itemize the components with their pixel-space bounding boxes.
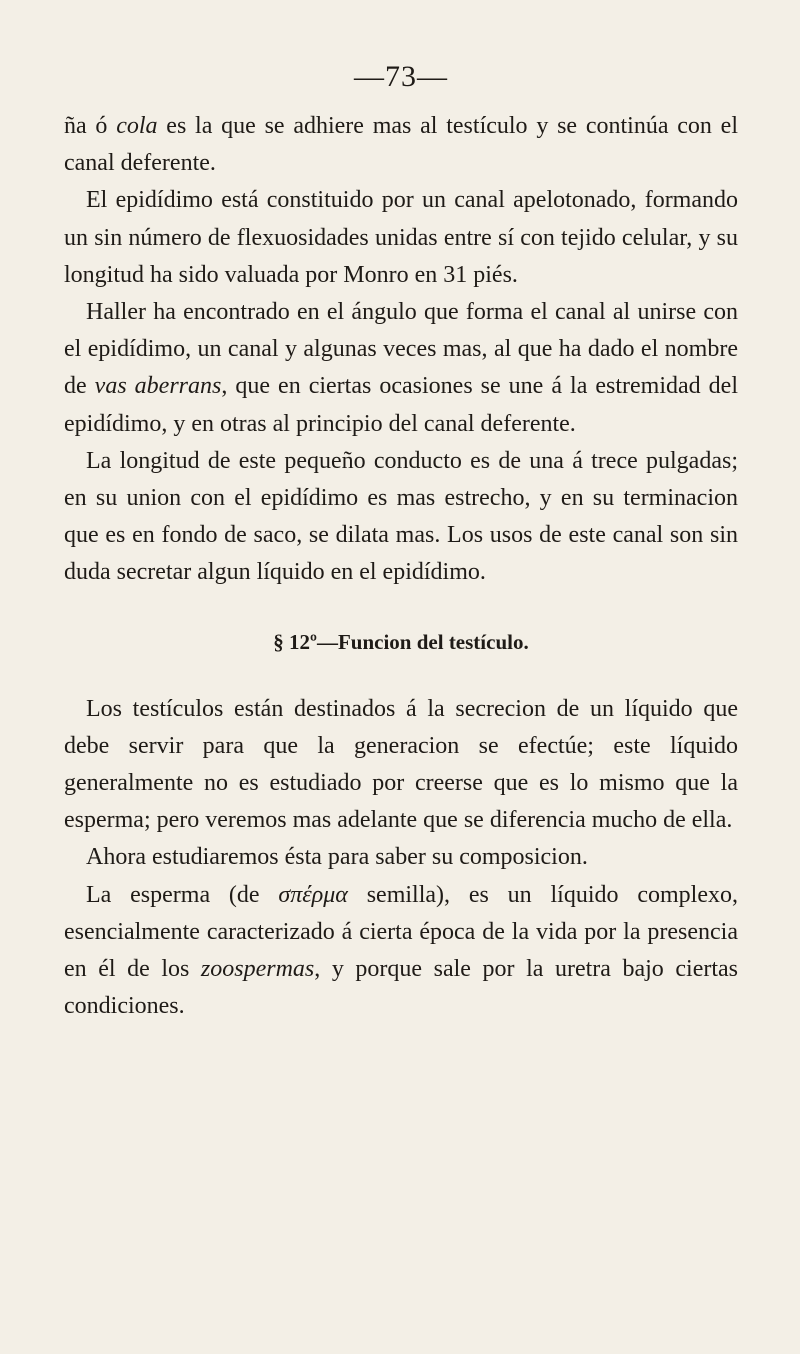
italic-term: σπέρμα — [278, 881, 348, 908]
text-run: La longitud de este pequeño conducto es de una á trece pulgadas; en su union con el epidídimo es mas estrecho, y en su terminacion que es en fondo de saco, se dilata mas. Los usos de este canal son sin duda secretar algun líquido en el epidídimo. — [64, 447, 738, 586]
text-run: La esperma (de — [86, 881, 279, 908]
text-body-top — [64, 108, 738, 592]
paragraph-p5 — [64, 691, 738, 840]
paragraph-p2 — [64, 182, 738, 294]
paragraph-p3 — [64, 294, 738, 443]
paragraph-p4 — [64, 443, 738, 592]
text-run: Los testículos están destinados á la secrecion de un líquido que debe servir para que la generacion se efectúe; este líquido generalmente no es estudiado por creerse que es lo mismo que la esperma; pero veremos mas adelante que se diferencia mucho de ella. — [64, 695, 738, 834]
text-run: , y porque sale por la uretra bajo ciertas condiciones. — [64, 956, 738, 1020]
text-run: , que en ciertas ocasiones se une á la estremidad del epidídimo, y en otras al principio del canal deferente. — [64, 373, 738, 437]
paragraph-p1 — [64, 108, 738, 182]
text-body-bottom — [64, 691, 738, 1026]
italic-term: cola — [116, 113, 158, 139]
text-run: es la que se adhiere mas al testículo y se continúa con el canal deferente. — [64, 113, 739, 177]
paragraph-p6 — [64, 839, 738, 876]
paragraph-p7 — [64, 877, 738, 1026]
text-run: Haller ha encontrado en el ángulo que forma el canal al unirse con el epidídimo, un canal y algunas veces mas, al que ha dado el nombre de — [64, 299, 738, 400]
text-run: semilla), es un líquido complexo, esencialmente caracterizado á cierta época de la vida por la presencia en él de los — [64, 881, 738, 983]
section-heading: § 12º—Funcion del testículo. — [273, 629, 529, 654]
text-run: Ahora estudiaremos ésta para saber su composicion. — [86, 844, 588, 871]
italic-term: vas aberrans — [94, 373, 222, 400]
italic-term: zoospermas — [200, 956, 315, 983]
text-run: ña ó — [64, 113, 117, 139]
text-run: El epidídimo está constituido por un canal apelotonado, formando un sin número de flexuosidades unidas entre sí con tejido celular, y su longitud ha sido valuada por Monro en 31 piés. — [64, 187, 738, 288]
page-number: —73— — [354, 60, 448, 93]
